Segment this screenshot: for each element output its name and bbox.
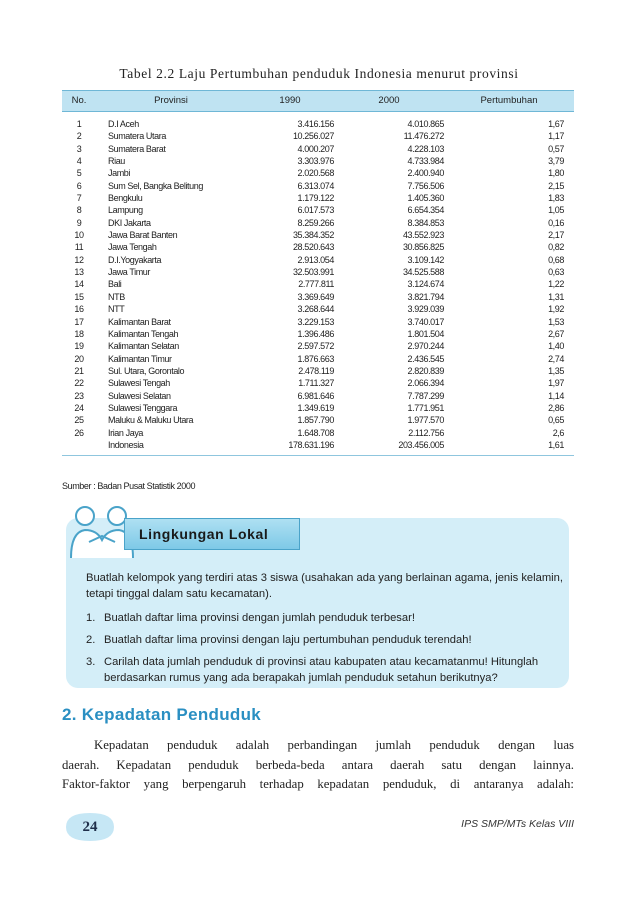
row-1990: 4.000.207 [297,143,334,154]
row-no: 6 [76,180,82,191]
row-2000: 4.010.865 [407,119,444,129]
row-2000: 3.124.674 [407,279,444,290]
row-2000: 43.552.923 [402,230,444,241]
table-row [62,316,574,328]
population-table [62,90,574,456]
table-row [62,402,574,414]
row-no [62,439,96,451]
row-no: 9 [76,217,82,228]
row-province: Sul. Utara, Gorontalo [108,365,185,376]
row-no: 26 [74,427,84,438]
row-2000: 7.756.506 [407,180,444,191]
row-no: 17 [74,316,84,327]
row-2000: 2.066.394 [407,378,444,389]
box-intro: Buatlah kelompok yang terdiri atas 3 siswa (usahakan ada yang berlainan agama, jenis kelamin, tetapi tinggal dalam satu kecamatan). [86,572,563,600]
box-title: Lingkungan Lokal [124,518,300,550]
row-province: Jawa Tengah [108,242,157,253]
box-items [86,610,564,686]
table-row [62,439,574,451]
row-no: 23 [74,390,84,401]
table-row [62,254,574,266]
table-body [62,112,574,456]
table-row [62,241,574,253]
row-1990: 1.857.790 [297,415,334,426]
row-no: 1 [76,119,82,129]
table-row [62,229,574,241]
row-1990: 1.396.486 [297,328,334,339]
row-growth: 1,53 [548,316,564,327]
table-header [62,90,574,112]
row-province: NTB [108,291,125,302]
row-2000: 34.525.588 [402,267,444,278]
row-no: 10 [74,230,84,241]
book-title: IPS SMP/MTs Kelas VIII [461,818,574,830]
row-2000: 4.228.103 [407,143,444,154]
row-no: 5 [76,168,82,179]
row-no: 20 [74,353,84,364]
row-growth: 1,92 [548,304,564,315]
row-2000: 4.733.984 [407,156,444,167]
row-1990: 2.478.119 [298,365,334,376]
row-growth: 1,67 [548,119,564,129]
table-row [62,155,574,167]
row-growth: 0,16 [548,217,564,228]
row-1990: 6.313.074 [297,180,334,191]
row-no: 15 [74,291,84,302]
row-no: 19 [74,341,84,352]
row-2000: 2.400.940 [407,168,444,179]
row-2000: 3.929.039 [407,304,444,315]
row-1990: 2.913.054 [297,254,334,265]
row-2000: 203.456.005 [398,439,444,450]
row-no: 2 [76,131,82,142]
row-no: 22 [74,378,84,389]
row-growth: 2,6 [552,427,564,438]
row-province: Kalimantan Selatan [108,341,179,352]
row-1990: 2.597.572 [297,341,334,352]
row-growth: 1,83 [548,193,564,204]
table-row [62,278,574,290]
row-no: 18 [74,328,84,339]
table-row [62,204,574,216]
row-province: Jambi [108,168,131,179]
row-2000: 3.821.794 [407,291,444,302]
row-1990: 6.981.646 [297,390,334,401]
row-growth: 0,68 [548,254,564,265]
row-province: Sulawesi Tenggara [108,402,178,413]
header-province: Provinsi [154,95,188,106]
row-growth: 1,05 [548,205,564,216]
row-growth: 1,35 [548,365,564,376]
row-province: Lampung [108,205,143,216]
table-caption: Tabel 2.2 Laju Pertumbuhan penduduk Indonesia menurut provinsi [119,66,519,81]
box-item [86,610,564,626]
row-province: Maluku & Maluku Utara [108,415,194,426]
row-no: 16 [74,304,84,315]
row-no: 14 [74,279,84,290]
row-province: Kalimantan Timur [108,353,172,364]
row-1990: 178.631.196 [288,439,334,450]
row-province: Jawa Timur [108,267,151,278]
row-1990: 1.711.327 [298,378,334,389]
row-no: 12 [74,254,84,265]
row-1990: 32.503.991 [292,267,334,278]
row-1990: 28.520.643 [292,242,334,253]
row-province: Riau [108,156,125,167]
row-province: Sumatera Barat [108,143,166,154]
table-row [62,180,574,192]
row-growth: 1,61 [548,439,564,450]
row-1990: 3.303.976 [297,156,334,167]
table-row [62,130,574,142]
row-no: 24 [74,402,84,413]
header-2000: 2000 [378,95,400,106]
row-province: Kalimantan Tengah [108,328,179,339]
row-2000: 6.654.354 [407,205,444,216]
row-province: Sum Sel, Bangka Belitung [108,180,203,191]
row-growth: 1,14 [548,390,564,401]
header-1990: 1990 [279,95,301,106]
table-row [62,217,574,229]
box-item-number: 2. [86,634,96,646]
table-row [62,192,574,204]
table-row [62,353,574,365]
row-province: Irian Jaya [108,427,144,438]
row-province: DKI Jakarta [108,217,151,228]
table-row [62,266,574,278]
row-growth: 1,40 [548,341,564,352]
row-growth: 1,17 [548,131,564,142]
row-no: 3 [76,143,82,154]
para-line-3: Faktor-faktor yang berpengaruh terhadap kepadatan penduduk, di antaranya adalah: [62,777,574,791]
table-row [62,167,574,179]
row-growth: 1,97 [548,378,564,389]
row-2000: 1.801.504 [407,328,444,339]
row-1990: 10.256.027 [292,131,334,142]
row-2000: 3.109.142 [407,254,444,265]
row-1990: 1.349.619 [297,402,334,413]
row-growth: 0,65 [548,415,564,426]
row-province: Jawa Barat Banten [108,230,178,241]
page-number: 24 [82,819,98,835]
row-2000: 2.436.545 [407,353,444,364]
para-line-2: daerah. Kepadatan penduduk berbeda-beda antara daerah satu dengan lainnya. [62,757,574,772]
table-row [62,328,574,340]
table-row [62,340,574,352]
row-growth: 0,82 [548,242,564,253]
row-1990: 3.369.649 [297,291,334,302]
row-growth: 2,15 [548,180,564,191]
row-2000: 8.384.853 [407,217,444,228]
box-item-number: 1. [86,612,96,624]
para-line-1: Kepadatan penduduk adalah perbandingan jumlah penduduk dengan luas [94,738,574,752]
box-item-number: 3. [86,656,96,668]
table-row [62,414,574,426]
row-2000: 1.405.360 [407,193,444,204]
row-growth: 0,57 [548,143,564,154]
row-1990: 2.777.811 [298,279,334,290]
row-province: Sulawesi Selatan [108,390,171,401]
row-2000: 2.820.839 [407,365,444,376]
table-row [62,427,574,439]
row-growth: 2,74 [548,353,564,364]
row-2000: 1.977.570 [407,415,444,426]
row-2000: 1.771.951 [407,402,444,413]
row-no: 4 [76,156,82,167]
row-2000: 11.476.272 [403,131,444,142]
table-row [62,303,574,315]
box-item-text: Buatlah daftar lima provinsi dengan laju pertumbuhan penduduk terendah! [104,634,472,646]
row-no: 8 [76,205,82,216]
row-province: Indonesia [108,439,144,450]
box-item [86,654,564,686]
header-growth: Pertumbuhan [480,95,538,106]
header-no: No. [71,95,87,106]
table-row [62,377,574,389]
row-2000: 30.856.825 [402,242,444,253]
section-title: 2. Kepadatan Penduduk [62,705,262,724]
row-2000: 2.112.756 [408,427,444,438]
box-item-text: Buatlah daftar lima provinsi dengan jumlah penduduk terbesar! [104,612,415,624]
box-content [86,570,564,692]
row-growth: 1,80 [548,168,564,179]
row-province: D.I Aceh [108,119,139,129]
row-1990: 2.020.568 [297,168,334,179]
row-1990: 1.876.663 [297,353,334,364]
row-growth: 3,79 [548,156,564,167]
row-growth: 2,86 [548,402,564,413]
box-item [86,632,564,648]
table-row [62,118,574,130]
row-growth: 1,31 [548,291,564,302]
table-source: Sumber : Badan Pusat Statistik 2000 [62,481,196,491]
row-province: Kalimantan Barat [108,316,171,327]
row-growth: 2,67 [548,328,564,339]
table-row [62,390,574,402]
row-growth: 1,22 [548,279,564,290]
table-row [62,143,574,155]
box-item-text: Carilah data jumlah penduduk di provinsi atau kabupaten atau kecamatanmu! Hitunglah berdasarkan rumus yang ada berapakah jumlah penduduk setahun berikutnya? [104,656,539,684]
row-province: Sulawesi Tengah [108,378,170,389]
row-no: 25 [74,415,84,426]
table-row [62,291,574,303]
row-province: NTT [108,304,125,315]
row-2000: 7.787.299 [407,390,444,401]
row-1990: 3.268.644 [297,304,334,315]
row-province: Bali [108,279,122,290]
row-growth: 2,17 [548,230,564,241]
row-1990: 3.416.156 [297,119,334,129]
row-no: 7 [76,193,82,204]
row-1990: 35.384.352 [292,230,334,241]
row-1990: 1.179.122 [297,193,334,204]
row-growth: 0,63 [548,267,564,278]
row-province: Bengkulu [108,193,143,204]
row-no: 13 [74,267,84,278]
row-2000: 2.970.244 [407,341,444,352]
row-no: 11 [74,242,84,253]
section-paragraph [62,736,574,795]
table-row [62,365,574,377]
row-2000: 3.740.017 [407,316,444,327]
row-1990: 1.648.708 [297,427,334,438]
row-1990: 8.259.266 [297,217,334,228]
row-1990: 6.017.573 [297,205,334,216]
row-no: 21 [74,365,84,376]
row-province: Sumatera Utara [108,131,166,142]
row-1990: 3.229.153 [297,316,334,327]
row-province: D.I.Yogyakarta [108,254,162,265]
